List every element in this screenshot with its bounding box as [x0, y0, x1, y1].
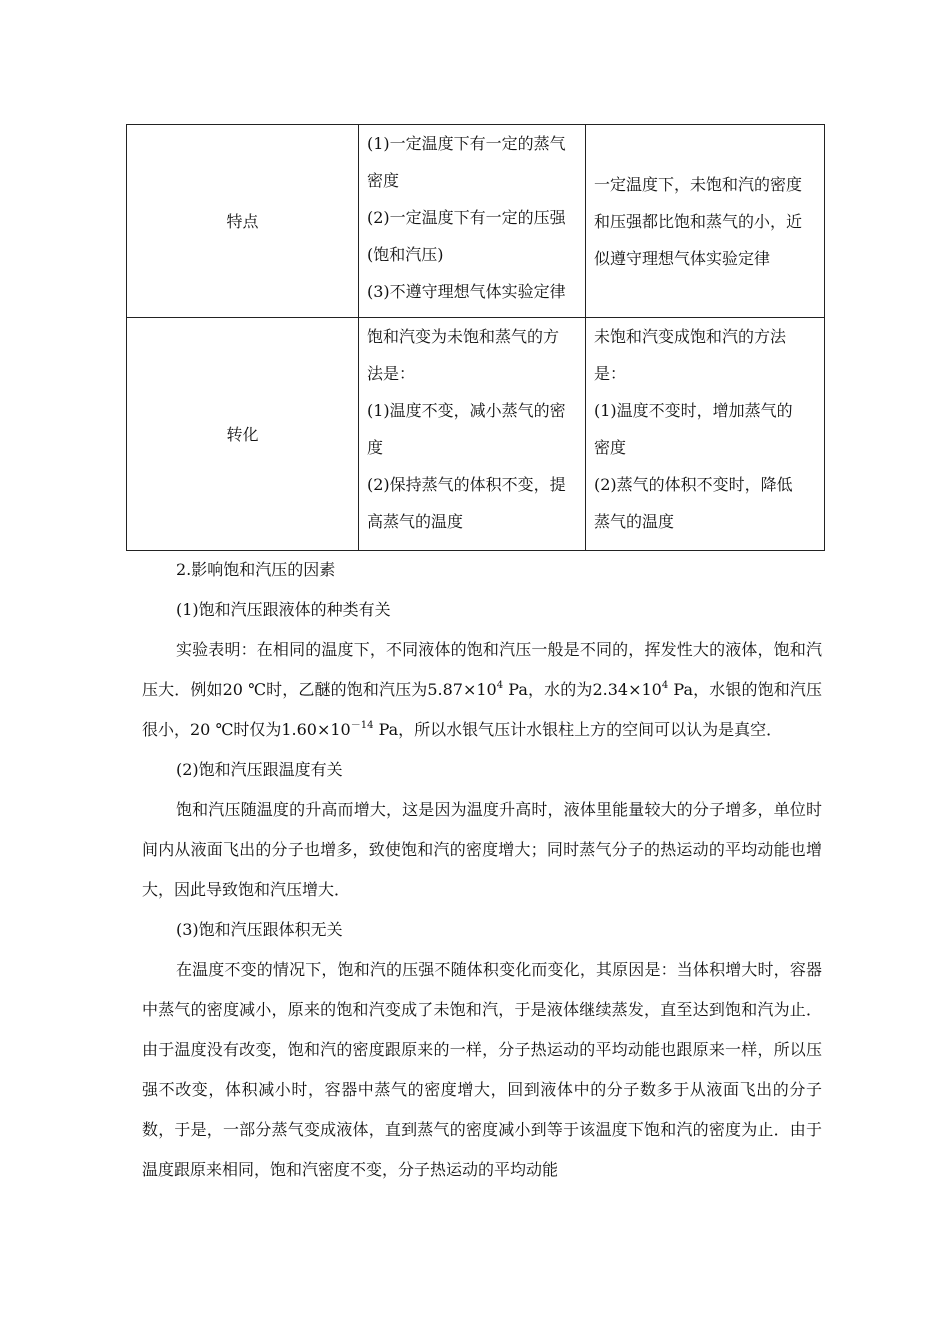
table-row — [127, 125, 825, 318]
paragraph-volume: 在温度不变的情况下，饱和汽的压强不随体积变化而变化，其原因是：当体积增大时，容器中蒸气的密度减小，原来的饱和汽变成了未饱和汽，于是液体继续蒸发，直至达到饱和汽为止．由于温度没有改变，饱和汽的密度跟原来的一样，分子热运动的平均动能也跟原来一样，所以压强不改变，体积减小时，容器中蒸气的密度增大，回到液体中的分子数多于从液面飞出的分子数，于是，一部分蒸气变成液体，直到蒸气的密度减小到等于该温度下饱和汽的密度为止．由于温度跟原来相同，饱和汽密度不变，分子热运动的平均动能 — [142, 960, 822, 1179]
cell-line: 密度 — [594, 438, 627, 457]
superscript: 4 — [496, 680, 504, 691]
row-label-conversion: 转化 — [127, 318, 359, 551]
cell-line: 密度 — [367, 171, 400, 190]
cell-line: (2)保持蒸气的体积不变，提 — [367, 475, 566, 494]
cell-line: (3)不遵守理想气体实验定律 — [367, 282, 566, 301]
text-run: Pa，所以水银气压计水银柱上方的空间可以认为是真空． — [373, 720, 783, 739]
cell-line: 度 — [367, 438, 384, 457]
text-run: 实验表明：在相同的温度下，不同液体的饱和汽压一般是不同的，挥发性大的液体，饱和汽压大．例如20 ℃时，乙醚的饱和汽压为5.87×10 — [142, 640, 822, 699]
text-run: Pa，水的为2.34×10 — [503, 680, 662, 699]
cell-line: 饱和汽变为未饱和蒸气的方 — [367, 327, 560, 346]
cell-line: (1)一定温度下有一定的蒸气 — [367, 134, 566, 153]
text-run: Pa，水银的饱和汽压很小，20 ℃时仅为1.60×10 — [142, 680, 822, 739]
cell-line: 似遵守理想气体实验定律 — [594, 248, 771, 268]
superscript: 4 — [661, 680, 669, 691]
section-heading: 2.影响饱和汽压的因素 — [176, 560, 336, 579]
paragraph-liquid-type — [142, 630, 822, 750]
subheading-liquid-type: (1)饱和汽压跟液体的种类有关 — [176, 600, 391, 619]
cell-line: 和压强都比饱和蒸气的小，近 — [594, 211, 803, 231]
cell-line: (1)温度不变时，增加蒸气的 — [594, 401, 793, 420]
row-label-features: 特点 — [127, 125, 359, 318]
cell-line: 是： — [594, 364, 627, 383]
cell-line: (2)一定温度下有一定的压强 — [367, 208, 566, 227]
superscript: －14 — [350, 720, 374, 731]
unsaturated-conversion-cell — [586, 318, 825, 551]
saturated-conversion-cell — [359, 318, 586, 551]
table-row — [127, 318, 825, 551]
cell-line: 蒸气的温度 — [594, 512, 675, 531]
cell-line: 未饱和汽变成饱和汽的方法 — [594, 327, 787, 346]
cell-line: 高蒸气的温度 — [367, 512, 464, 531]
cell-line: 一定温度下，未饱和汽的密度 — [594, 174, 803, 194]
paragraph-temperature: 饱和汽压随温度的升高而增大，这是因为温度升高时，液体里能量较大的分子增多，单位时间内从液面飞出的分子也增多，致使饱和汽的密度增大；同时蒸气分子的热运动的平均动能也增大，因此导致饱和汽压增大． — [142, 800, 822, 899]
cell-line: (1)温度不变，减小蒸气的密 — [367, 401, 566, 420]
unsaturated-features-cell — [586, 125, 825, 318]
cell-line: (2)蒸气的体积不变时，降低 — [594, 475, 793, 494]
saturated-features-cell — [359, 125, 586, 318]
cell-line: (饱和汽压) — [367, 245, 444, 264]
body-text — [142, 550, 822, 1190]
subheading-volume: (3)饱和汽压跟体积无关 — [176, 920, 343, 939]
subheading-temperature: (2)饱和汽压跟温度有关 — [176, 760, 343, 779]
cell-line: 法是： — [367, 364, 416, 383]
comparison-table — [126, 124, 825, 551]
